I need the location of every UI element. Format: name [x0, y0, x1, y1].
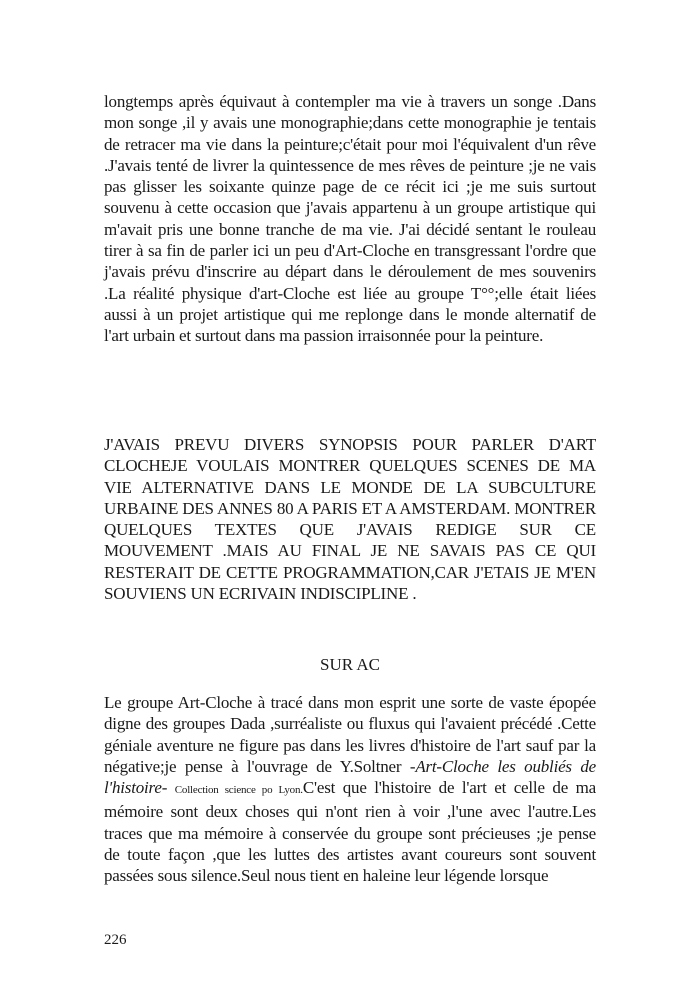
collection-note: Collection science po Lyon.: [174, 784, 303, 797]
body-paragraph-3: [104, 692, 596, 887]
paragraph-3-text-b: C'est que l'histoire de l'art et celle de ma mémoire sont deux choses qui n'ont rien à voir ,l'une avec l'autre.Les traces que ma mémoire à conservée du groupe sont précieuses ;je pense de toute façon ,que les luttes des artistes avant coureurs sont souvent passées sous silence.Seul nous tient en haleine leur légende lorsque: [104, 778, 597, 886]
body-paragraph-2-uppercase: J'AVAIS PREVU DIVERS SYNOPSIS POUR PARLER D'ART CLOCHEJE VOULAIS MONTRER QUELQUES SCENES DE MA VIE ALTERNATIVE DANS LE MONDE DE LA SUBCULTURE URBAINE DES ANNES 80 A PARIS ET A AMSTERDAM. MONTRER QUELQUES TEXTES QUE J'AVAIS REDIGE SUR CE MOUVEMENT .MAIS AU FINAL JE NE SAVAIS PAS CE QUI RESTERAIT DE CETTE PROGRAMMATION,CAR J'ETAIS JE M'EN SOUVIENS UN ECRIVAIN INDISCIPLINE .: [104, 435, 596, 604]
title-dash: -: [161, 778, 175, 798]
body-paragraph-1: longtemps après équivaut à contempler ma vie à travers un songe .Dans mon songe ,il y avais une monographie;dans cette monographie je tentais de retracer ma vie dans la peinture;c'était pour moi l'équivalent d'un rêve .J'avais tenté de livrer la quintessence de mes rêves de peinture ;je ne vais pas glisser les soixante quinze page de ce récit ici ;je me suis surtout souvenu à cette occasion que j'avais appartenu à un groupe artistique qui m'avait pris une bonne tranche de ma vie. J'ai décidé sentant le rouleau tirer à sa fin de parler ici un peu d'Art-Cloche en transgressant l'ordre que j'avais prévu d'inscrire au départ dans le déroulement de mes souvenirs .La réalité physique d'art-Cloche est liée au groupe T°°;elle était liées aussi à un projet artistique qui me replonge dans le monde alternatif de l'art urbain et surtout dans ma passion irraisonnée pour la peinture.: [104, 92, 596, 346]
book-title: Art-Cloche les oubliés de l'histoire: [104, 756, 596, 798]
paragraph-3-text-a: Le groupe Art-Cloche à tracé dans mon esprit une sorte de vaste épopée digne des groupes Dada ,surréaliste ou fluxus qui l'avaient précédé .Cette géniale aventure ne figure pas dans les livres d'histoire de l'art sauf par la négative;je pense à l'ouvrage de Y.Soltner -: [104, 693, 596, 776]
section-heading: SUR AC: [320, 655, 380, 674]
page-number: 226: [104, 932, 127, 948]
